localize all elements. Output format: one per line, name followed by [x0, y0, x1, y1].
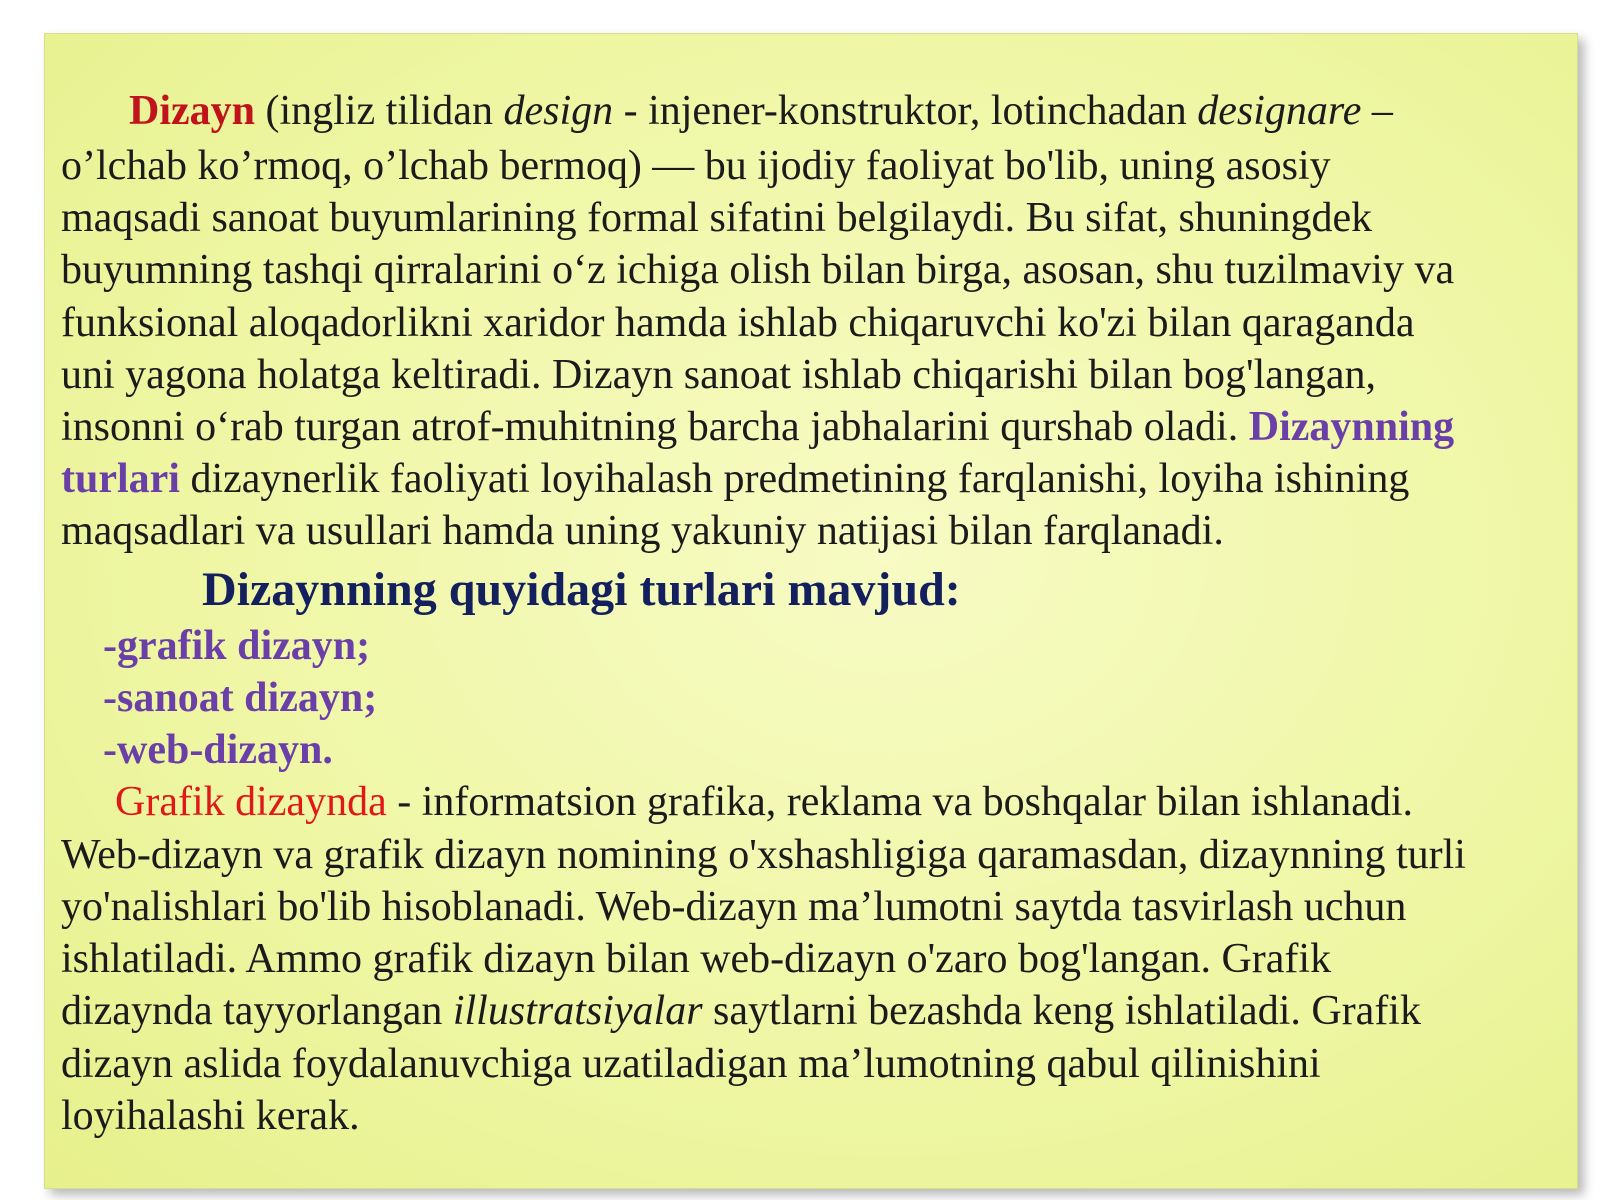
paragraph1-line-6: uni yagona holatga keltiradi. Dizayn sanoat ishlab chiqarishi bilan bog'langan, [61, 352, 1377, 398]
text: – [1361, 88, 1393, 134]
paragraph1-line-2: o’lchab ko’rmoq, o’lchab bermoq) — bu ijodiy faoliyat bo'lib, uning asosiy [61, 143, 1331, 189]
paragraph2-line-3: yo'nalishlari bo'lib hisoblanadi. Web-dizayn ma’lumotni saytda tasvirlash uchun [61, 884, 1407, 930]
paragraph1-line-1 [129, 85, 1393, 137]
list-item-web: -web-dizayn. [103, 727, 333, 773]
slide [44, 33, 1578, 1189]
italic-design: design [503, 88, 614, 134]
paragraph2-line-6: dizayn aslida foydalanuvchiga uzatiladigan ma’lumotning qabul qilinishini [61, 1041, 1321, 1087]
text: saytlarni bezashda keng ishlatiladi. Grafik [702, 988, 1421, 1034]
paragraph1-line-8 [61, 453, 1409, 505]
paragraph1-line-5: funksional aloqadorlikni xaridor hamda ishlab chiqaruvchi ko'zi bilan qaraganda [61, 300, 1415, 346]
text: (ingliz tilidan [255, 88, 504, 134]
paragraph1-line-9: maqsadlari va usullari hamda uning yakuniy natijasi bilan farqlanadi. [61, 508, 1224, 554]
text: dizaynerlik faoliyati loyihalash predmetining farqlanishi, loyiha ishining [179, 456, 1410, 502]
text: - injener-konstruktor, lotinchadan [613, 88, 1198, 134]
term-dizayn: Dizayn [129, 88, 255, 134]
paragraph2-line-7: loyihalashi kerak. [61, 1093, 360, 1139]
paragraph1-line-4: buyumning tashqi qirralarini o‘z ichiga olish bilan birga, asosan, shu tuzilmaviy va [61, 247, 1455, 293]
term-dizaynning: Dizaynning [1248, 404, 1455, 450]
text: dizaynda tayyorlangan [61, 988, 453, 1034]
text: insonni o‘rab turgan atrof-muhitning barcha jabhalarini qurshab oladi. [61, 404, 1249, 450]
list-item-sanoat: -sanoat dizayn; [103, 675, 378, 721]
section-heading: Dizaynning quyidagi turlari mavjud: [202, 563, 961, 616]
paragraph2-line-5 [61, 985, 1421, 1037]
italic-illustratsiyalar: illustratsiyalar [452, 988, 703, 1034]
term-grafik-dizaynda: Grafik dizaynda [115, 779, 387, 825]
paragraph1-line-3: maqsadi sanoat buyumlarining formal sifatini belgilaydi. Bu sifat, shuningdek [61, 195, 1373, 241]
term-turlari: turlari [61, 456, 180, 502]
italic-designare: designare [1197, 88, 1362, 134]
paragraph2-line-1 [115, 776, 1413, 828]
text: - informatsion grafika, reklama va boshqalar bilan ishlanadi. [386, 779, 1414, 825]
paragraph2-line-4: ishlatiladi. Ammo grafik dizayn bilan web-dizayn o'zaro bog'langan. Grafik [61, 936, 1332, 982]
paragraph2-line-2: Web-dizayn va grafik dizayn nomining o'xshashligiga qaramasdan, dizaynning turli [61, 832, 1466, 878]
list-item-grafik: -grafik dizayn; [103, 623, 371, 669]
paragraph1-line-7 [61, 401, 1454, 453]
